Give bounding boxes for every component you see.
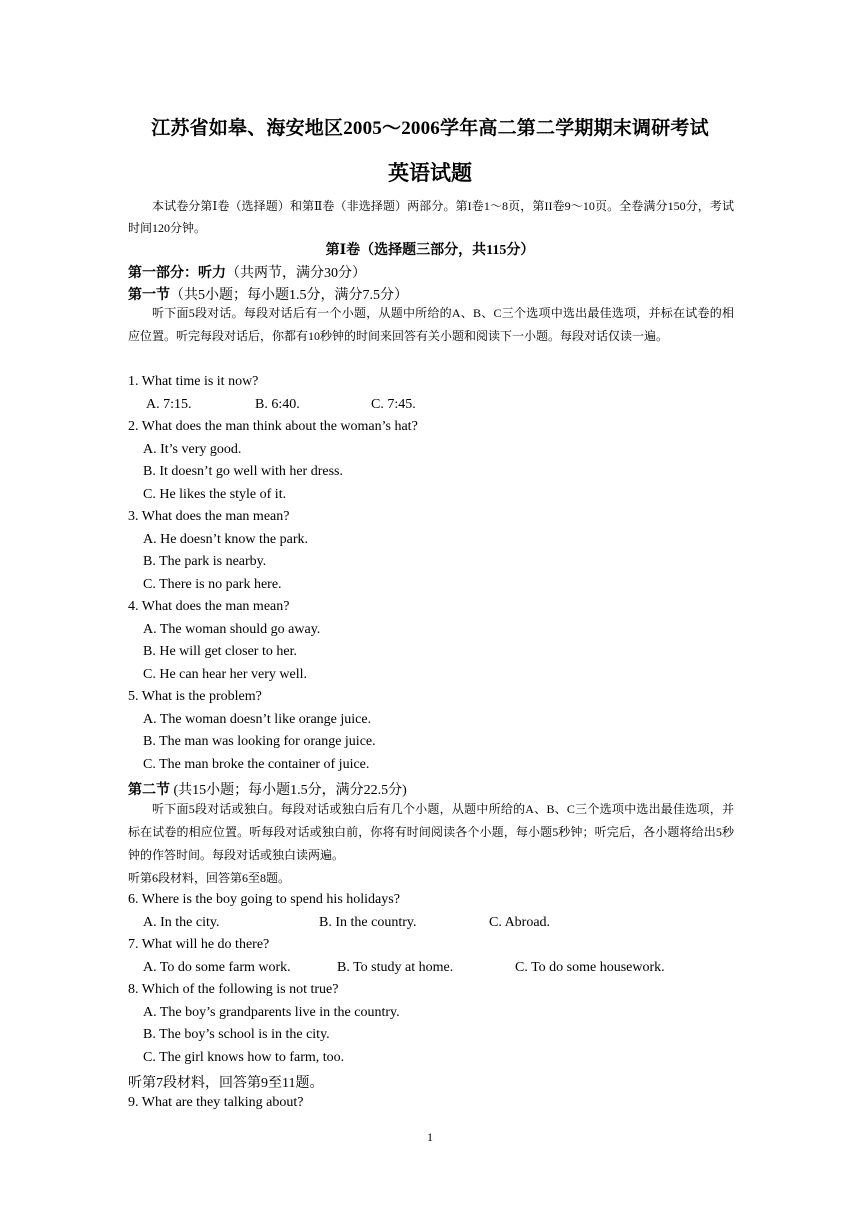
question-6: 6. Where is the boy going to spend his holidays? [128, 892, 400, 907]
page-number: 1 [427, 1130, 433, 1144]
volume1-heading: 第Ⅰ卷（选择题三部分，共115分） [325, 243, 535, 258]
q3-option-a: A. He doesn’t know the park. [143, 532, 308, 547]
q7-option-a: A. To do some farm work. [143, 960, 291, 975]
section2-title: 第二节 [128, 783, 170, 798]
part1-heading [128, 262, 366, 282]
q2-option-b: B. It doesn’t go well with her dress. [143, 464, 343, 479]
question-5: 5. What is the problem? [128, 689, 262, 704]
q6-option-b: B. In the country. [319, 915, 417, 930]
section1-heading [128, 284, 408, 304]
exam-intro: 本试卷分第Ⅰ卷（选择题）和第Ⅱ卷（非选择题）两部分。第I卷1～8页，第II卷9～10页。全卷满分150分，考试时间120分钟。 [128, 199, 734, 235]
q3-option-c: C. There is no park here. [143, 577, 282, 592]
question-3: 3. What does the man mean? [128, 509, 290, 524]
exam-title: 江苏省如皋、海安地区2005～2006学年高二第二学期期末调研考试 [151, 118, 709, 139]
section1-instructions: 听下面5段对话。每段对话后有一个小题，从题中所给的A、B、C三个选项中选出最佳选项，并标在试卷的相应位置。听完每段对话后，你都有10秒钟的时间来回答有关小题和阅读下一小题。每段对话仅读一遍。 [128, 306, 734, 343]
question-4: 4. What does the man mean? [128, 599, 290, 614]
q1-option-a: A. 7:15. [146, 397, 192, 412]
q1-option-b: B. 6:40. [255, 397, 300, 412]
q4-option-c: C. He can hear her very well. [143, 667, 308, 682]
q5-option-b: B. The man was looking for orange juice. [143, 734, 376, 749]
q6-option-c: C. Abroad. [489, 915, 551, 930]
section2-heading [128, 779, 407, 799]
q2-option-c: C. He likes the style of it. [143, 487, 287, 502]
q8-option-c: C. The girl knows how to farm, too. [143, 1050, 345, 1065]
q4-option-a: A. The woman should go away. [143, 622, 321, 637]
q8-option-a: A. The boy’s grandparents live in the country. [143, 1005, 400, 1020]
question-2: 2. What does the man think about the woman’s hat? [128, 419, 418, 434]
question-9: 9. What are they talking about? [128, 1095, 304, 1110]
section1-title: 第一节 [128, 288, 170, 303]
q6-option-a: A. In the city. [143, 915, 220, 930]
q8-option-b: B. The boy’s school is in the city. [143, 1027, 330, 1042]
q4-option-b: B. He will get closer to her. [143, 644, 297, 659]
question-8: 8. Which of the following is not true? [128, 982, 339, 997]
section2-instructions: 听下面5段对话或独白。每段对话或独白后有几个小题，从题中所给的A、B、C三个选项中选出最佳选项，并标在试卷的相应位置。听每段对话或独白前，你将有时间阅读各个小题，每小题5秒钟；听完后，各小题将给出5秒钟的作答时间。每段对话或独白读两遍。 [128, 802, 734, 862]
q5-option-c: C. The man broke the container of juice. [143, 757, 370, 772]
q5-option-a: A. The woman doesn’t like orange juice. [143, 712, 372, 727]
q7-option-c: C. To do some housework. [515, 960, 665, 975]
material-7-note: 听第7段材料，回答第9至11题。 [128, 1076, 324, 1091]
part1-title: 第一部分：听力 [128, 266, 226, 281]
q7-option-b: B. To study at home. [337, 960, 454, 975]
question-1: 1. What time is it now? [128, 374, 259, 389]
part1-title-detail: （共两节，满分30分） [226, 266, 366, 281]
q3-option-b: B. The park is nearby. [143, 554, 267, 569]
q1-option-c: C. 7:45. [371, 397, 416, 412]
exam-subtitle: 英语试题 [388, 161, 472, 185]
section1-title-detail: （共5小题；每小题1.5分，满分7.5分） [170, 288, 408, 303]
question-7: 7. What will he do there? [128, 937, 270, 952]
material-6-note: 听第6段材料，回答第6至8题。 [128, 871, 291, 885]
q2-option-a: A. It’s very good. [143, 442, 242, 457]
section2-title-detail: (共15小题；每小题1.5分，满分22.5分) [173, 783, 407, 798]
